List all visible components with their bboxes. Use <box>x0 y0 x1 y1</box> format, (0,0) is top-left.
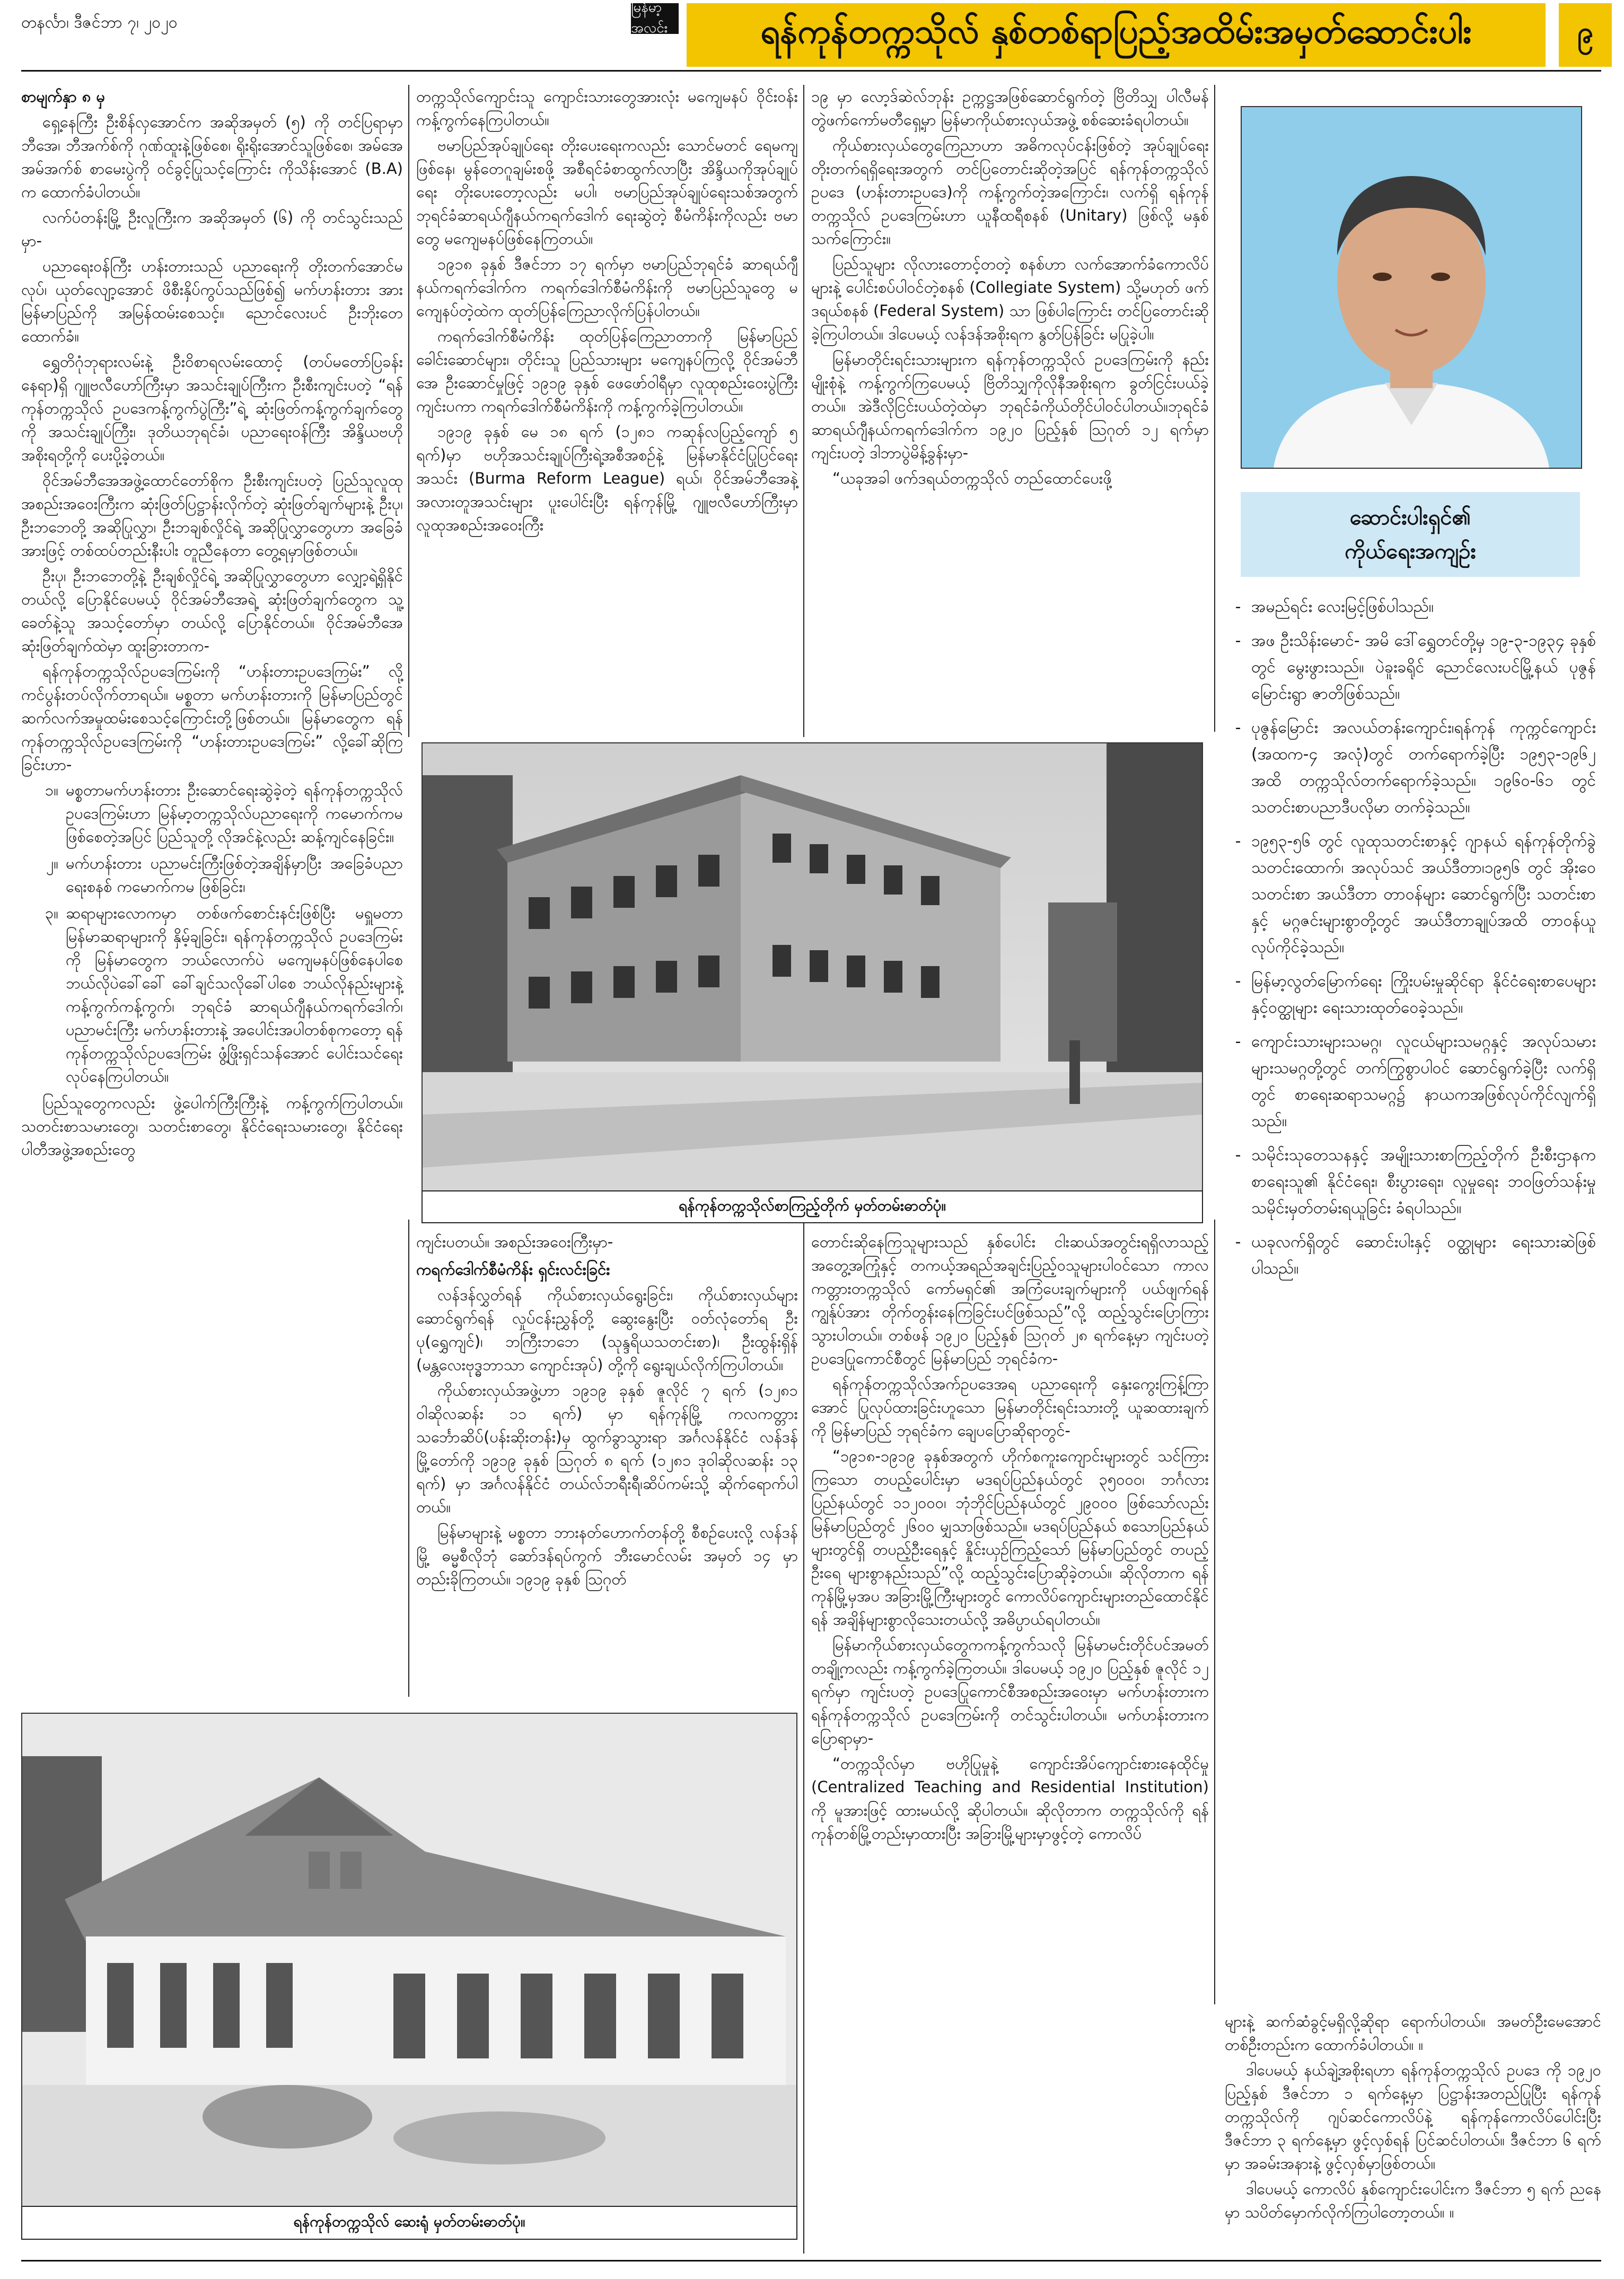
paragraph: “၁၉၁၈-၁၉၁၉ ခုနှစ်အတွက် ဟိုက်စကူးကျောင်းများတွင် သင်ကြားကြသော တပည့်ပေါင်းမှာ မဒရပ်ပြည်နယ်တွင် ၃၅၀၀၀၊ ဘင်္ဂလားပြည်နယ်တွင် ၁၁၂၀၀၀၊ ဘုံဘိုင်ပြည်နယ်တွင် ၂၉၀၀၀ ဖြစ်သော်လည်း မြန်မာပြည်တွင် ၂၆၀၀ မျှသာဖြစ်သည်။ မဒရပ်ပြည်နယ် စသောပြည်နယ်များတွင်ရှိ တပည့်ဦးရေနှင့် နှိုင်းယှဉ်ကြည့်သော် မြန်မာပြည်တွင် တပည့်ဦးရေ များစွာနည်းသည်”လို့ ထည့်သွင်းပြောဆိုခဲ့တယ်။ ဆိုလိုတာက ရန်ကုန်မြို့မှအပ အခြားမြို့ကြီးများတွင် ကောလိပ်ကျောင်းများတည်ထောင်နိုင်ရန် အချိန်များစွာလိုသေးတယ်လို့ အဓိပ္ပာယ်ရပါတယ်။ <box>811 1447 1209 1628</box>
hospital-building-image <box>22 1714 796 2223</box>
paragraph: ကိုယ်စားလှယ်အဖွဲ့ဟာ ၁၉၁၉ ခုနှစ် ဇူလိုင် ၇ ရက် (၁၂၈၁ ဝါဆိုလဆန်း ၁၁ ရက်) မှာ ရန်ကုန်မြို့ ကလကတ္တား သင်္ဘောဆိပ်(ပန်းဆိုးတန်း)မှ ထွက်ခွာသွားရာ အင်္ဂလန်နိုင်ငံ လန်ဒန်မြို့တော်ကို ၁၉၁၉ ခုနှစ် ဩဂုတ် ၈ ရက် (၁၂၈၁ ဒုဝါဆိုလဆန်း ၁၃ ရက်) မှာ အင်္ဂလန်နိုင်ငံ တယ်လ်ဘရီးရီ၊ဆိပ်ကမ်းသို့ ဆိုက်ရောက်ပါတယ်။ <box>416 1381 798 1516</box>
column-divider <box>1214 85 1215 732</box>
bio-item <box>1225 594 1601 620</box>
paragraph: ရန်ကုန်တက္ကသိုလ်အက်ဥပဒေအရ ပညာရေးကို နှေးကွေးကြန့်ကြာအောင် ပြုလုပ်ထားခြင်းဟူသော မြန်မာတိုင်းရင်းသားတို့ ယူဆထားချက်ကို မြန်မာပြည် ဘုရင်ခံက ချေပပြောဆိုရာတွင်- <box>811 1375 1209 1440</box>
list-number: ၁။ <box>45 781 58 799</box>
paragraph: ပြည်သူများ လိုလားတောင့်တတဲ့ စနစ်ဟာ လက်အောက်ခံကောလိပ်များနဲ့ ပေါင်းစပ်ပါဝင်တဲ့စနစ် (Collegiate System) သို့မဟုတ် ဖက်ဒရယ်စနစ် (Federal System) သာ ဖြစ်ပါကြောင်း တင်ပြတောင်းဆိုခဲ့ကြပါတယ်။ ဒါပေမယ့် လန်ဒန်အစိုးရက နွတ်ပြန်ခြင်း မပြုခဲ့ပါ။ <box>811 255 1209 343</box>
headline: ရန်ကုန်တက္ကသိုလ် နှစ်တစ်ရာပြည့်အထိမ်းအမှတ်ဆောင်းပါး <box>760 12 1472 51</box>
paragraph: မြန်မာများနဲ့ မစ္စတာ ဘားနတ်ဟောက်တန်တို့ စီစဉ်ပေးလို့ လန်ဒန်မြို့ ဓမ္မစီလိုဘုံ ဆော်ဒန်ရပ်ကွက် ဘီးမောင်လမ်း အမှတ် ၁၄ မှာ တည်းခိုကြတယ်။ ၁၉၁၉ ခုနှစ် ဩဂုတ် <box>416 1523 798 1588</box>
bio-title-line-2: ကိုယ်ရေးအကျဉ်း <box>1345 539 1476 564</box>
subheading: ကရက်ဒေါက်စီမံကိန်း ရှင်းလင်းခြင်း <box>416 1260 610 1278</box>
bio-heading <box>1241 490 1580 577</box>
list-item <box>21 901 403 1088</box>
paragraph: များနဲ့ ဆက်ဆံခွင့်မရှိလို့ဆိုရာ ရောက်ပါတယ်။ အမတ်ဦးမေအောင် တစ်ဦးတည်းက ထောက်ခံပါတယ်။ ။ <box>1225 2012 1601 2054</box>
column-4-lower <box>1225 2010 1601 2226</box>
paragraph: ရွှေတိဂုံဘုရားလမ်းနဲ့ ဦးဝိစာရလမ်းထောင့် (တပ်မတော်ပြခန်းနေရာ)ရှိ ဂျူဗလီဟော်ကြီးမှာ အသင်းချုပ်ကြီးက ဦးစီးကျင်းပတဲ့ “ရန်ကုန်တက္ကသိုလ် ဥပဒေကန့်ကွက်ပွဲကြီး”ရဲ့ ဆုံးဖြတ်ကန့်ကွက်ချက်တွေကို အသင်းချုပ်ကြီး၊ ဒုတိယဘုရင်ခံ၊ ပညာရေးဝန်ကြီး အိန္ဒိယဗဟိုအစိုးရတို့ကို ပေးပို့ခဲ့တယ်။ <box>21 353 403 464</box>
hospital-photo-caption: ရန်ကုန်တက္ကသိုလ် ဆေးရုံ မှတ်တမ်းဓာတ်ပုံ။ <box>21 2206 797 2240</box>
newspaper-name: မြန်မာ့အလင်း <box>631 3 679 34</box>
bio-item-text: ကျောင်းသားများသမဂ္ဂ၊ လူငယ်များသမဂ္ဂနှင့် အလုပ်သမားများသမဂ္ဂတို့တွင် တက်ကြွစွာပါဝင် ဆောင်ရွက်ခဲ့ပြီး လက်ရှိတွင် စာရေးဆရာသမဂ္ဂ၌ နာယကအဖြစ်လုပ်ကိုင်လျက်ရှိသည်။ <box>1251 1032 1596 1130</box>
column-2-lower <box>416 1230 798 1593</box>
bio-item-text: သမိုင်းသုတေသနနှင့် အမျိုးသားစာကြည့်တိုက် ဦးစီးဌာနက စာရေးသူ၏ နိုင်ငံရေး၊ စီးပွားရေး၊ လူမှုရေး ဘဝဖြတ်သန်းမှု သမိုင်းမှတ်တမ်းရယူခြင်း ခံရပါသည်။ <box>1251 1146 1596 1217</box>
column-3 <box>811 85 1209 492</box>
list-text: မက်ဟန်းတား ပညာမင်းကြီးဖြစ်တဲ့အချိန်မှာပြီး အခြေခံပညာရေးစနစ် ကမောက်ကမ ဖြစ်ခြင်း၊ <box>66 854 403 896</box>
hospital-photo <box>21 1713 797 2224</box>
list-item <box>21 852 403 898</box>
bullet-dash: - <box>1235 1146 1241 1164</box>
list-number: ၃။ <box>45 904 58 922</box>
paragraph: ဗမာပြည်အုပ်ချုပ်ရေး တိုးပေးရေးကလည်း သောင်မတင် ရေမကျဖြစ်နေ၊ မွန်တေဂူချမ်းစဖို့ အစီရင်ခံစာထွက်လာပြီး အိန္ဒိယကိုအုပ်ချုပ်ရေး တိုးပေးတော့လည်း မပါ၊ ဗမာပြည်အုပ်ချုပ်ရေးသစ်အတွက် ဘုရင်ခံဆာရယ်ဂျီနယ်ကရက်ဒေါက် ရေးဆွဲတဲ့ စီမံကိန်းကိုလည်း ဗမာတွေ မကျေမနပ်ဖြစ်နေကြတယ်။ <box>416 136 798 248</box>
paragraph: ဝိုင်အမ်ဘီအေအဖွဲ့ထောင်တော်စိုက ဦးစီးကျင်းပတဲ့ ပြည်သူလူထု အစည်းအဝေးကြီးက ဆုံးဖြတ်ပြဋ္ဌာန်းလိုက်တဲ့ ဆုံးဖြတ်ချက်များနဲ့ ဦးပု၊ ဦးဘဘေတို့ အဆိုပြုလွှာ၊ ဦးဘချစ်လှိုင်ရဲ့ အဆိုပြုလွှာတွေဟာ အခြေခံအားဖြင့် တစ်ထပ်တည်းနီးပါး တူညီနေတာ တွေ့ရမှာဖြစ်တယ်။ <box>21 471 403 559</box>
paragraph: ဒါပေမယ့် နယ်ချဲ့အစိုးရဟာ ရန်ကုန်တက္ကသိုလ် ဥပဒေ ကို ၁၉၂၀ ပြည့်နှစ် ဒီဇင်ဘာ ၁ ရက်နေ့မှာ ပြဋ္ဌာန်းအတည်ပြုပြီး ရန်ကုန်တက္ကသိုလ်ကို ဂျပ်ဆင်ကောလိပ်နဲ့ ရန်ကုန်ကောလိပ်ပေါင်းပြီး ဒီဇင်ဘာ ၃ ရက်နေ့မှာ ဖွင့်လှစ်ရန် ပြင်ဆင်ပါတယ်။ ဒီဇင်ဘာ ၆ ရက်မှာ အခမ်းအနားနဲ့ ဖွင့်လှစ်မှာဖြစ်တယ်။ <box>1225 2061 1601 2172</box>
bio-item-text: ပုဇွန်မြောင်း အလယ်တန်းကျောင်း၊ရန်ကုန် ကုက္ကင်ကျောင်း (အထက-၄ အလုံ)တွင် တက်ရောက်ခဲ့ပြီး ၁၉၅၃-၁၉၆၂ အထိ တက္ကသိုလ်တက်ရောက်ခဲ့သည်။ ၁၉၆၀-၆၁ တွင် သတင်းစာပညာဒီပလိုမာ တက်ခဲ့သည်။ <box>1251 718 1596 817</box>
bio-item <box>1225 1029 1601 1135</box>
headline-banner <box>687 3 1546 67</box>
bullet-dash: - <box>1235 718 1241 737</box>
library-building-image <box>423 743 1202 1215</box>
bullet-dash: - <box>1235 832 1241 851</box>
column-2 <box>416 85 798 539</box>
column-divider <box>408 85 409 737</box>
paragraph: မြန်မာတိုင်းရင်းသားများက ရန်ကုန်တက္ကသိုလ် ဥပဒေကြမ်းကို နည်းမျိုးစုံနဲ့ ကန့်ကွက်ကြပေမယ့် ဗြိတိသျှကိုလိုနီအစိုးရက ခွတ်ငြင်းပယ်ခဲ့တယ်။ အဲဒီလိုငြင်းပယ်တဲ့ထဲမှာ ဘုရင်ခံကိုယ်တိုင်ပါဝင်ပါတယ်။ဘုရင်ခံ ဆာရယ်ဂျီနယ်ကရက်ဒေါက်က ၁၉၂၀ ပြည့်နှစ် ဩဂုတ် ၁၂ ရက်မှာကျင်းပတဲ့ ဒါဘာပွဲမိန့်ခွန်းမှာ- <box>811 350 1209 462</box>
page-number: ၉ <box>1559 3 1612 67</box>
column-divider <box>803 85 804 737</box>
column-3-lower <box>811 1230 1209 1847</box>
bio-item <box>1225 1229 1601 1282</box>
paragraph: ကျင်းပတယ်။ အစည်းအဝေးကြီးမှာ- <box>416 1233 613 1251</box>
list-number: ၂။ <box>46 854 58 872</box>
bio-item <box>1225 1142 1601 1222</box>
bullet-dash: - <box>1235 1233 1241 1251</box>
paragraph: လက်ပံတန်းမြို့ ဦးလူကြီးက အဆိုအမှတ် (၆) ကို တင်သွင်းသည်မှာ- <box>21 208 403 250</box>
column-divider <box>1214 1220 1215 2004</box>
list-item <box>21 778 403 848</box>
paragraph: “ယခုအခါ ဖက်ဒရယ်တက္ကသိုလ် တည်ထောင်ပေးဖို့ <box>832 469 1112 487</box>
bullet-dash: - <box>1235 972 1241 991</box>
paragraph: ဒါပေမယ့် ကောလိပ် နှစ်ကျောင်းပေါင်းက ဒီဇင်ဘာ ၅ ရက် ညနေမှာ သပိတ်မှောက်လိုက်ကြပါတော့တယ်။ ။ <box>1225 2180 1601 2221</box>
paragraph: “တက္ကသိုလ်မှာ ဗဟိုပြုမှုနဲ့ ကျောင်းအိပ်ကျောင်းစားနေထိုင်မှု (Centralized Teaching and Residential Institution) ကို မူအားဖြင့် ထားမယ်လို့ ဆိုပါတယ်။ ဆိုလိုတာက တက္ကသိုလ်ကို ရန်ကုန်တစ်မြို့တည်းမှာထားပြီး အခြားမြို့များမှာဖွင့်တဲ့ ကောလိပ် <box>811 1755 1209 1843</box>
paragraph: ၁၉၁၉ ခုနှစ် မေ ၁၈ ရက် (၁၂၈၁ ကဆုန်လပြည့်ကျော် ၅ ရက်)မှာ ဗဟိုအသင်းချုပ်ကြီးရဲ့အစီအစဉ်နဲ့ မြန်မာနိုင်ငံပြုပြင်ရေးအသင်း (Burma Reform League) ရယ်၊ ဝိုင်အမ်ဘီအေနဲ့ အလားတူအသင်းများ ပူးပေါင်းပြီး ရန်ကုန်မြို့ ဂျူဗလီဟော်ကြီးမှာ လူထုအစည်းအဝေးကြီး <box>416 423 798 534</box>
paragraph: ရန်ကုန်တက္ကသိုလ်ဥပဒေကြမ်းကို “ဟန်းတားဥပဒေကြမ်း” လို့ ကင်ပွန်းတပ်လိုက်တာရယ်။ မစ္စတာ မက်ဟန်းတားကို မြန်မာပြည်တွင် ဆက်လက်အမှုထမ်းစေသင့်ကြောင်းတို့ဖြစ်တယ်။ မြန်မာတွေက ရန်ကုန်တက္ကသိုလ်ဥပဒေကြမ်းကို “ဟန်းတားဥပဒေကြမ်း” လို့ခေါ်ဆိုကြခြင်းဟာ- <box>21 662 403 774</box>
bio-item-text: အမည်ရင်း လေးမြင့်ဖြစ်ပါသည်။ <box>1251 598 1434 616</box>
paragraph: မြန်မာကိုယ်စားလှယ်တွေကကန့်ကွက်သလို မြန်မာမင်းတိုင်ပင်အမတ်တချို့ကလည်း ကန့်ကွက်ခဲ့ကြတယ်။ ဒါပေမယ့် ၁၉၂၀ ပြည့်နှစ် ဇူလိုင် ၁၂ ရက်မှာ ကျင်းပတဲ့ ဥပဒေပြုကောင်စီအစည်းအဝေးမှာ မက်ဟန်းတားက ရန်ကုန်တက္ကသိုလ် ဥပဒေကြမ်းကို တင်သွင်းပါတယ်။ မက်ဟန်းတားက ပြောရာမှာ- <box>811 1636 1209 1747</box>
bio-item-text: ယခုလက်ရှိတွင် ဆောင်းပါးနှင့် ဝတ္ထုများ ရေးသားဆဲဖြစ်ပါသည်။ <box>1251 1233 1596 1278</box>
bio-title-line-1: ဆောင်းပါးရှင်၏ <box>1349 505 1471 530</box>
paragraph: ပြည်သူတွေကလည်း ဖွဲ့ပေါက်ကြီးကြီးနဲ့ ကန့်ကွက်ကြပါတယ်။ သတင်းစာသမားတွေ၊ သတင်းစာတွေ၊ နိုင်ငံရေးသမားတွေ၊ နိုင်ငံရေးပါတီအဖွဲ့အစည်းတွေ <box>21 1094 403 1159</box>
header-rule <box>21 70 1601 72</box>
bio-item-text: မြန်မာ့လွတ်မြောက်ရေး ကြိုးပမ်းမှုဆိုင်ရာ နိုင်ငံရေးစာပေများနှင့်ဝတ္ထုများ ရေးသားထုတ်ဝေခဲ့သည်။ <box>1251 972 1596 1017</box>
paragraph: ၁၉ မှာ လော့ဒ်ဆဲလ်ဘုန်း ဥက္ကဋ္ဌအဖြစ်ဆောင်ရွက်တဲ့ ဗြိတိသျှ ပါလီမန် တွဲဖက်ကော်မတီရှေ့မှာ မြန်မာကိုယ်စားလှယ်အဖွဲ့ စစ်ဆေးခံရပါတယ်။ <box>811 87 1209 129</box>
bullet-dash: - <box>1235 598 1241 616</box>
list-text: ဆရာများလောကမှာ တစ်ဖက်စောင်းနင်းဖြစ်ပြီး မရှူမတာ မြန်မာဆရာများကို နှိမ့်ချခြင်း၊ ရန်ကုန်တက္ကသိုလ် ဥပဒေကြမ်းကို မြန်မာတွေက ဘယ်လောက်ပဲ မကျေမနပ်ဖြစ်နေပါစေ ဘယ်လိုပဲခေါ်ခေါ် ခေါ်ချင်သလိုခေါ်ပါစေ ဘယ်လိုနည်းများနဲ့ ကန့်ကွက်ကန့်ကွက်၊ ဘုရင်ခံ ဆာရယ်ဂျီနယ်ကရက်ဒေါက်၊ ပညာမင်းကြီး မက်ဟန်းတားနဲ့ အပေါင်းအပါတစ်စုကတော့ ရန်ကုန်တက္ကသိုလ်ဥပဒေကြမ်း ဖွံ့ဖြိုးရှင်သန်အောင် ပေါင်းသင်ရေးလုပ်နေကြပါတယ်။ <box>66 904 403 1085</box>
bio-list <box>1225 594 1601 1290</box>
library-photo-caption: ရန်ကုန်တက္ကသိုလ်စာကြည့်တိုက် မှတ်တမ်းဓာတ်ပုံ။ <box>422 1190 1203 1223</box>
list-text: မစ္စတာမက်ဟန်းတား ဦးဆောင်ရေးဆွဲခဲ့တဲ့ ရန်ကုန်တက္ကသိုလ်ဥပဒေကြမ်းဟာ မြန်မာ့တက္ကသိုလ်ပညာရေးကို ကမောက်ကမ ဖြစ်စေတဲ့အပြင် ပြည်သူတို့ လိုအင်နဲ့လည်း ဆန့်ကျင်နေခြင်း။ <box>66 781 403 846</box>
library-photo <box>422 742 1203 1216</box>
paragraph: လန်ဒန်လွှတ်ရန် ကိုယ်စားလှယ်ရွေးခြင်း၊ ကိုယ်စားလှယ်များဆောင်ရွက်ရန် လှုပ်ငန်းညွှန်တို့ ဆွေးနွေးပြီး ဝတ်လုံတော်ရ ဦးပု(ရွှေကျင်)၊ ဘကြီးဘဘေ (သုန္ဒရိယသတင်းစာ)၊ ဦးထွန်းရှိန် (မန္တလေးဗုဒ္ဓဘာသာ ကျောင်းအုပ်) တို့ကို ရွေးချယ်လိုက်ကြပါတယ်။ <box>416 1286 798 1374</box>
author-photo-image <box>1242 107 1581 468</box>
bio-item-text: ၁၉၅၃-၅၆ တွင် လူထုသတင်းစာနှင့် ဂျာနယ် ရန်ကုန်တိုက်ခွဲ သတင်းထောက်၊ အလုပ်သင် အယ်ဒီတာ၊၁၉၅၆ တွင် အိုးဝေ သတင်းစာ အယ်ဒီတာ တာဝန်များ ဆောင်ရွက်ပြီး သတင်းစာနှင့် မဂ္ဂဇင်းများစွာတို့တွင် အယ်ဒီတာချုပ်အထိ တာဝန်ယူလုပ်ကိုင်ခဲ့သည်။ <box>1251 832 1596 957</box>
paragraph: ပညာရေးဝန်ကြီး ဟန်းတားသည် ပညာရေးကို တိုးတက်အောင်မလုပ်၊ ယုတ်လျော့အောင် ဖိစီးနှိပ်ကွပ်သည်ဖြစ်၍ မက်ဟန်းတား အား မြန်မာပြည်ကို အမြန်ထမ်းစေသင့်။ ညောင်လေးပင် ဦးဘိုးတေ ထောက်ခံ။ <box>21 257 403 345</box>
bio-item <box>1225 828 1601 961</box>
paragraph: ဦးပု၊ ဦးဘဘေတို့နဲ့ ဦးချစ်လှိုင်ရဲ့ အဆိုပြုလွှာတွေဟာ လျှော့ရဲ့ရှိနိုင်တယ်လို့ ပြောနိုင်ပေမယ့် ဝိုင်အမ်ဘီအေရဲ့ ဆုံးဖြတ်ချက်တွေက သူ့ခေတ်နဲ့သူ အသင့်တော်မှာ တယ်လို့ ပြောနိုင်တယ်။ ဝိုင်အမ်ဘီအေ ဆုံးဖြတ်ချက်ထဲမှာ ထူးခြားတာက- <box>21 567 403 655</box>
bio-item <box>1225 968 1601 1021</box>
column-divider <box>803 1220 804 2254</box>
author-portrait <box>1241 106 1582 469</box>
column-1 <box>21 85 403 1163</box>
footer-rule <box>21 2260 1601 2262</box>
paragraph: တက္ကသိုလ်ကျောင်းသူ ကျောင်းသားတွေအားလုံး မကျေမနပ် ဝိုင်းဝန်းကန့်ကွက်နေကြပါတယ်။ <box>416 87 798 129</box>
bullet-dash: - <box>1235 632 1241 650</box>
paragraph: ရှေ့နေကြီး ဦးစိန်လှအောင်က အဆိုအမှတ် (၅) ကို တင်ပြရာမှာ ဘီအေ၊ ဘီအက်စ်ကို ဂုဏ်ထူးနဲ့ဖြစ်စေ၊ ရိုးရိုးအောင်သူဖြစ်စေ၊ အမ်အေအမ်အက်စ် စာမေးပွဲကို ဝင်ခွင့်ပြုသင့်ကြောင်း ကိုသိန်းအောင် (B.A) က ထောက်ခံပါတယ်။ <box>21 113 403 201</box>
issue-date: တနင်္လာ၊ ဒီဇင်ဘာ ၇၊ ၂၀၂၀ <box>21 13 178 32</box>
bio-item-text: အဖ ဦးသိန်းမောင်- အမိ ဒေါ်ရွှေတင်တို့မှ ၁၉-၃-၁၉၃၄ ခုနှစ်တွင် မွေးဖွားသည်။ ပဲခူးခရိုင် ညောင်လေးပင်မြို့နယ် ပုဇွန်မြောင်းရွာ ဇာတိဖြစ်သည်။ <box>1251 632 1596 703</box>
bullet-dash: - <box>1235 1032 1241 1051</box>
continued-from: စာမျက်နှာ ၈ မှ <box>21 87 105 106</box>
column-divider <box>408 1220 409 1697</box>
paragraph: ကရက်ဒေါက်စီမံကိန်း ထုတ်ပြန်ကြေညာတာကို မြန်မာပြည်ခေါင်းဆောင်များ၊ တိုင်းသူ ပြည်သားများ မကျေနပ်ကြလို့ ဝိုင်အမ်ဘီအေ ဦးဆောင်မှုဖြင့် ၁၉၁၉ ခုနှစ် ဖေဖော်ဝါရီမှာ လူထုစည်းဝေးပွဲကြီးကျင်းပကာ ကရက်ဒေါက်စီမံကိန်းကို ကန့်ကွက်ခဲ့ကြပါတယ်။ <box>416 327 798 415</box>
paragraph: ၁၉၁၈ ခုနှစ် ဒီဇင်ဘာ ၁၇ ရက်မှာ ဗမာပြည်ဘုရင်ခံ ဆာရယ်ဂျီနယ်ကရက်ဒေါက်က ကရက်ဒေါက်စီမံကိန်းကို ဗမာပြည်သူတွေ မကျေနပ်တဲ့ထဲက ထုတ်ပြန်ကြေညာလိုက်ပြန်ပါတယ်။ <box>416 255 798 320</box>
bio-item <box>1225 628 1601 707</box>
paragraph: တောင်းဆိုနေကြသူများသည် နှစ်ပေါင်း ငါးဆယ်အတွင်းရရှိလာသည့် အတွေ့အကြုံနှင့် တကယ့်အရည်အချင်းပြည့်ဝသူများပါဝင်သော ကာလကတ္တားတက္ကသိုလ် ကော်မရှင်၏ အကြံပေးချက်များကို ပယ်ဖျက်ရန် ကျွန်ုပ်အား တိုက်တွန်းနေကြခြင်းပင်ဖြစ်သည်”လို့ ထည့်သွင်းပြောကြားသွားပါတယ်။ တစ်ဖန် ၁၉၂၀ ပြည့်နှစ် ဩဂုတ် ၂၈ ရက်နေ့မှာ ကျင်းပတဲ့ ဥပဒေပြုကောင်စီတွင် မြန်မာပြည် ဘုရင်ခံက- <box>811 1233 1209 1368</box>
paragraph: ကိုယ်စားလှယ်တွေကြေညာဟာ အဓိကလုပ်ငန်းဖြစ်တဲ့ အုပ်ချုပ်ရေးတိုးတက်ရရှိရေးအတွက် တင်ပြတောင်းဆိုတဲ့အပြင် ရန်ကုန်တက္ကသိုလ် ဥပဒေ (ဟန်းတားဥပဒေ)ကို ကန့်ကွက်တဲ့အကြောင်း၊ လက်ရှိ ရန်ကုန်တက္ကသိုလ် ဥပဒေကြမ်းဟာ ယူနီထရီစနစ် (Unitary) ဖြစ်လို့ မနှစ်သက်ကြောင်း။ <box>811 136 1209 248</box>
bio-item <box>1225 715 1601 821</box>
